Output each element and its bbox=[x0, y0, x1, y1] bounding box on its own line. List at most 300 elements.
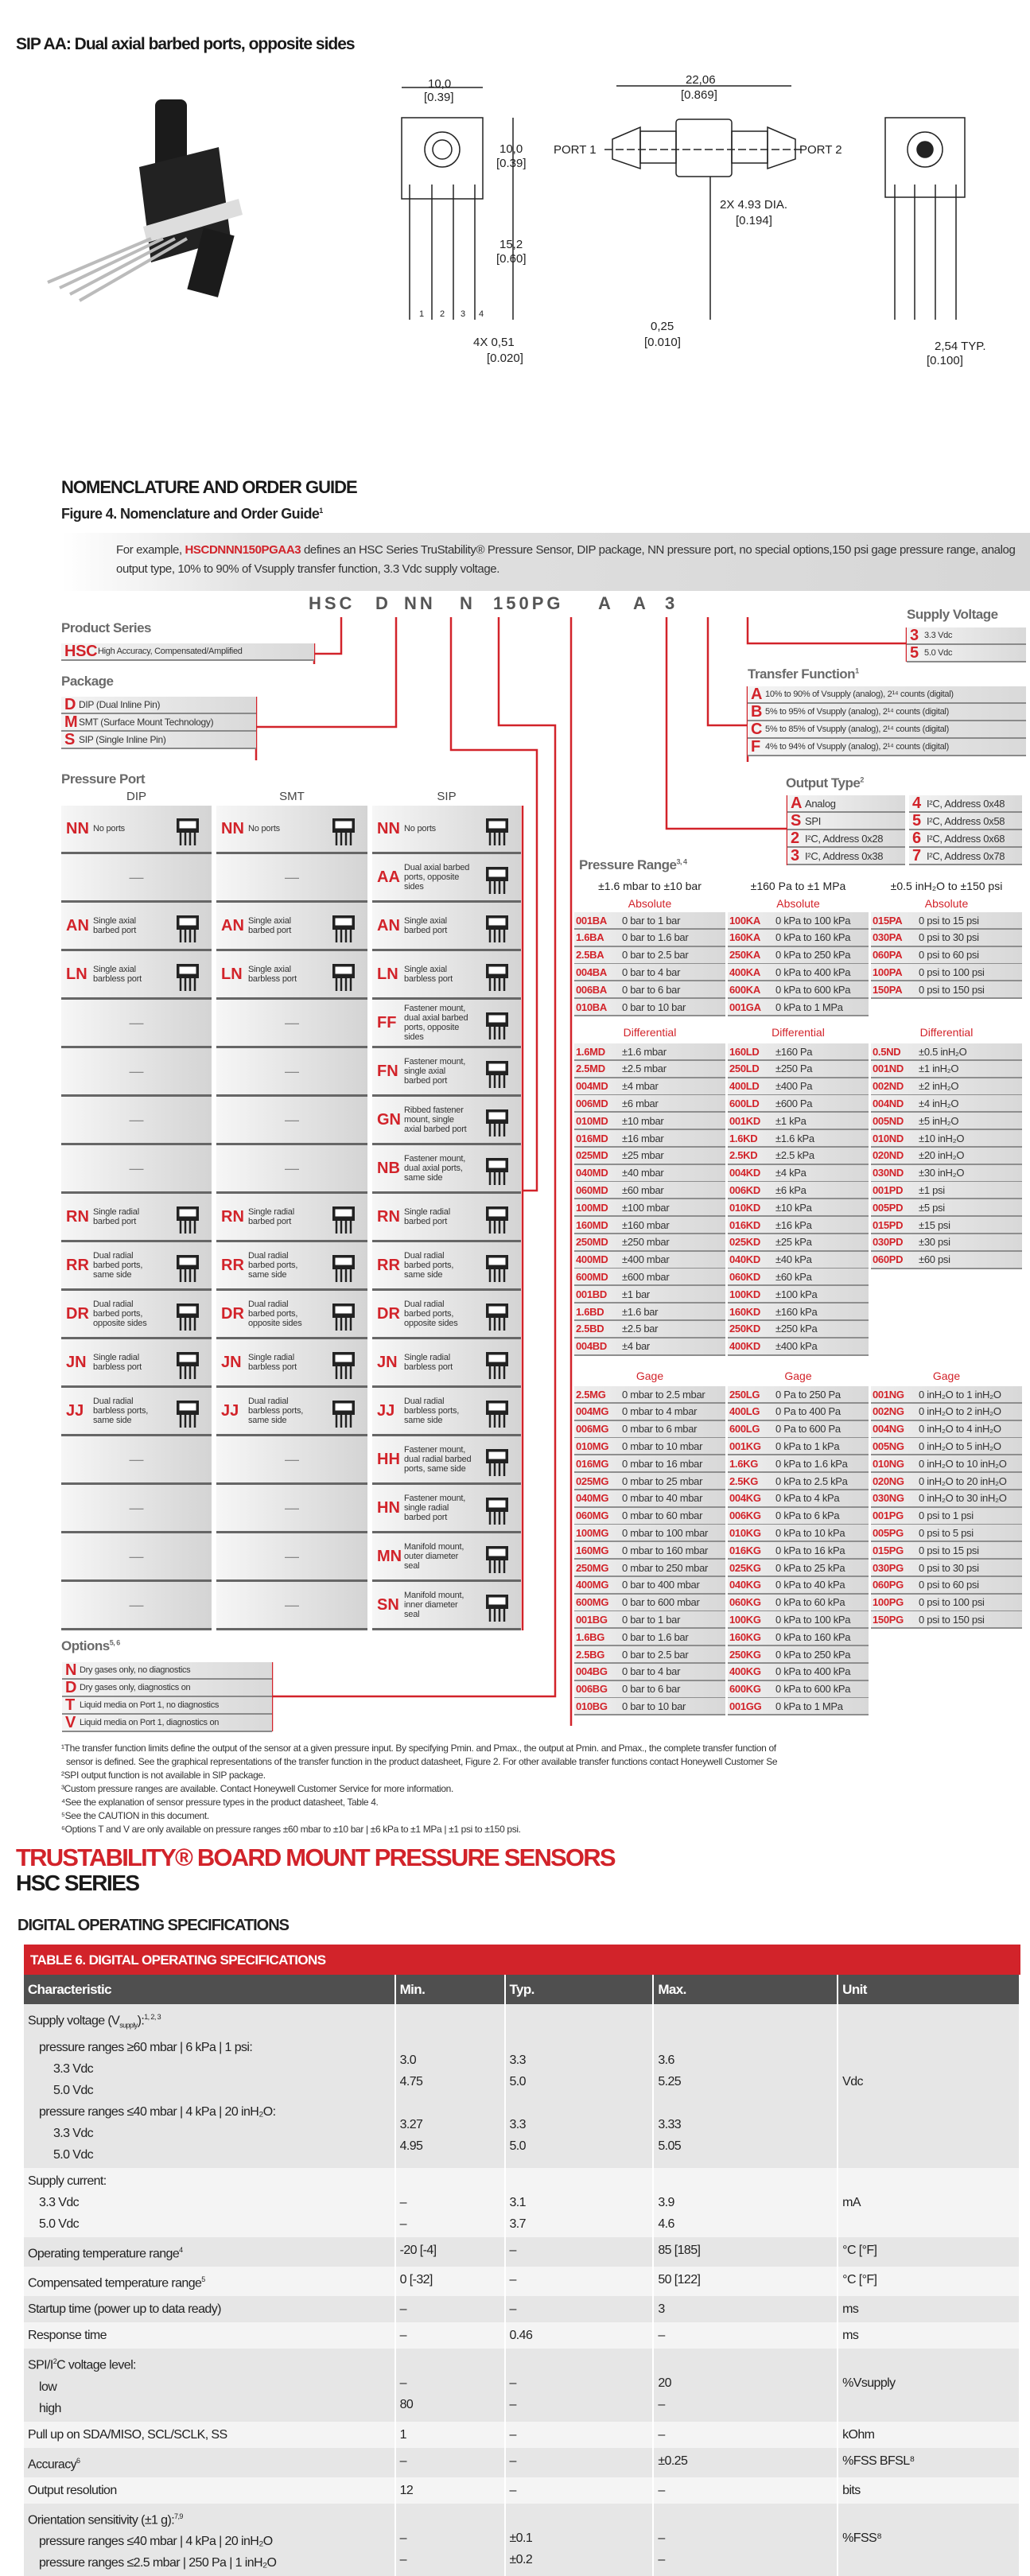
range-item: 004MD ±4 mbar bbox=[574, 1078, 725, 1096]
range-item: 025KD ±25 kPa bbox=[728, 1234, 869, 1252]
spec-unit: ms bbox=[842, 2329, 859, 2343]
sensor-package-icon bbox=[480, 1004, 515, 1043]
range-subtitle-psi: ±0.5 inH₂O to ±150 psi bbox=[890, 880, 1003, 892]
spec-max: 3 bbox=[658, 2302, 665, 2317]
port-unavailable: — bbox=[216, 854, 367, 903]
range-item: 030ND ±30 inH₂O bbox=[871, 1165, 1022, 1183]
range-item: 1.6BA 0 bar to 1.6 bar bbox=[574, 930, 725, 947]
port-unavailable: — bbox=[61, 1533, 212, 1582]
spec-max: – bbox=[658, 2552, 665, 2566]
characteristic: Accuracy$^6$ bbox=[28, 2456, 80, 2471]
range-item: 400LG 0 Pa to 400 Pa bbox=[728, 1404, 869, 1421]
range-item: 040KD ±40 kPa bbox=[728, 1252, 869, 1269]
spec-max: 5.25 bbox=[658, 2075, 682, 2088]
option-item: C 5% to 85% of Vsupply (analog), 2¹⁴ counts (digital) bbox=[748, 721, 1026, 739]
spec-max: – bbox=[658, 2427, 665, 2442]
sensor-package-icon bbox=[326, 1199, 361, 1237]
dim-port-dia: 2X 4.93 DIA. bbox=[720, 198, 788, 212]
sensor-package-icon bbox=[480, 1490, 515, 1528]
spec-row bbox=[24, 2477, 1020, 2504]
brand-title: TRUSTABILITY® BOARD MOUNT PRESSURE SENSORS bbox=[16, 1844, 615, 1871]
range-item: 010BA 0 bar to 10 bar bbox=[574, 999, 725, 1016]
spec-typ: 3.3 bbox=[509, 2118, 526, 2131]
range-item: 2.5BA 0 bar to 2.5 bar bbox=[574, 947, 725, 965]
pin-3-label: 3 bbox=[461, 309, 466, 319]
col-header: Unit bbox=[838, 1975, 1020, 2004]
range-item: 004BA 0 bar to 4 bar bbox=[574, 964, 725, 981]
range-item: 001KG 0 kPa to 1 kPa bbox=[728, 1438, 869, 1455]
dim-pin-width-in: [0.020] bbox=[487, 352, 523, 365]
spec-min: 1 bbox=[399, 2427, 406, 2442]
sensor-package-icon bbox=[326, 907, 361, 946]
range-item: 030PA 0 psi to 30 psi bbox=[871, 930, 1022, 947]
spec-typ: 3.7 bbox=[509, 2217, 526, 2231]
code-segment: D bbox=[375, 593, 391, 613]
option-item: N Dry gases only, no diagnostics bbox=[62, 1662, 272, 1680]
option-item: S SIP (Single Inline Pin) bbox=[61, 732, 256, 749]
spec-max: – bbox=[658, 2483, 665, 2497]
range-item: 005ND ±5 inH₂O bbox=[871, 1113, 1022, 1130]
range-item: 010ND ±10 inH₂O bbox=[871, 1130, 1022, 1148]
port-option-an-smt: AN Single axial barbed port bbox=[216, 903, 367, 951]
characteristic: Orientation sensitivity (±1 g):$^{7,9}$ bbox=[28, 2512, 183, 2527]
sensor-package-icon bbox=[170, 810, 205, 849]
footnotes bbox=[61, 1742, 1030, 1836]
pin-4-label: 4 bbox=[479, 309, 484, 319]
range-group-heading: Differential bbox=[772, 1026, 825, 1039]
port-unavailable: — bbox=[61, 1582, 212, 1630]
option-item: D DIP (Dual Inline Pin) bbox=[61, 697, 256, 714]
range-item: 1.6BD ±1.6 bar bbox=[574, 1304, 725, 1321]
package-label: Package bbox=[61, 674, 114, 689]
port-2-label: PORT 2 bbox=[799, 143, 842, 157]
spec-row bbox=[24, 2004, 1020, 2168]
range-item: 160KA 0 kPa to 160 kPa bbox=[728, 930, 869, 947]
figure-title: Figure 4. Nomenclature and Order Guide$^1$ bbox=[61, 506, 323, 522]
range-item: 006MD ±6 mbar bbox=[574, 1095, 725, 1113]
range-item: 010MD ±10 mbar bbox=[574, 1113, 725, 1130]
sensor-package-icon bbox=[480, 1393, 515, 1431]
sensor-package-icon bbox=[480, 1102, 515, 1140]
port-option-jj-smt: JJ Dual radial barbless ports, same side bbox=[216, 1388, 367, 1436]
spec-unit: %Vsupply bbox=[842, 2376, 896, 2391]
range-item: 150PG 0 psi to 150 psi bbox=[871, 1611, 1022, 1629]
range-item: 015PD ±15 psi bbox=[871, 1217, 1022, 1234]
port-unavailable: — bbox=[216, 1582, 367, 1630]
range-group-heading: Absolute bbox=[628, 897, 672, 910]
spec-min: -20 [-4] bbox=[399, 2243, 437, 2257]
range-group-heading: Absolute bbox=[924, 897, 969, 910]
spec-max: 4.6 bbox=[658, 2217, 674, 2231]
spec-typ: ±0.2 bbox=[509, 2552, 533, 2566]
footnote: ⁵See the CAUTION in this document. bbox=[61, 1810, 209, 1821]
port-option-dr-smt: DR Dual radial barbed ports, opposite sides bbox=[216, 1291, 367, 1339]
spec-min: – bbox=[399, 2552, 406, 2566]
range-item: 004NG 0 inH₂O to 4 inH₂O bbox=[871, 1421, 1022, 1439]
port-option-rn-smt: RN Single radial barbed port bbox=[216, 1194, 367, 1242]
range-item: 030PG 0 psi to 30 psi bbox=[871, 1560, 1022, 1577]
range-group-heading: Gage bbox=[784, 1370, 812, 1382]
spec-typ: – bbox=[509, 2427, 516, 2442]
range-item: 100PA 0 psi to 100 psi bbox=[871, 964, 1022, 981]
product-series-box bbox=[61, 643, 314, 661]
spec-max: – bbox=[658, 2398, 665, 2412]
sensor-package-icon bbox=[480, 1247, 515, 1285]
port-unavailable: — bbox=[216, 1485, 367, 1533]
example-box: For example, HSCDNNN150PGAA3 defines an HSC Series TruStability® Pressure Sensor, DIP package, NN pressure port, no special options,150 psi gage pressure range, analog output type, 10% to 90% of Vsupply transfer function, 3.3 Vdc supply voltage. bbox=[61, 533, 1030, 591]
characteristic: SPI/$I^2C$ voltage level: bbox=[28, 2357, 136, 2372]
range-item: 001GA 0 kPa to 1 MPa bbox=[728, 999, 869, 1016]
spec-typ: 3.1 bbox=[509, 2195, 526, 2209]
range-item: 060PD ±60 psi bbox=[871, 1252, 1022, 1269]
spec-min: – bbox=[399, 2376, 406, 2391]
range-item: 001BG 0 bar to 1 bar bbox=[574, 1611, 725, 1629]
characteristic: pressure ranges ≤40 mbar | 4 kPa | 20 inH₂O: bbox=[39, 2104, 276, 2119]
col-dip: DIP bbox=[126, 790, 146, 803]
sensor-package-icon bbox=[326, 1296, 361, 1334]
port-1-label: PORT 1 bbox=[554, 143, 597, 157]
dim-width: 10,0 bbox=[428, 77, 452, 91]
footnote: ³Custom pressure ranges are available. Contact Honeywell Customer Service for more information. bbox=[61, 1783, 453, 1794]
range-item: 020ND ±20 inH₂O bbox=[871, 1148, 1022, 1165]
product-series-label: Product Series bbox=[61, 620, 151, 635]
range-item: 002ND ±2 inH₂O bbox=[871, 1078, 1022, 1096]
spec-max: 3.9 bbox=[658, 2195, 674, 2209]
range-item: 004KD ±4 kPa bbox=[728, 1165, 869, 1183]
sensor-package-icon bbox=[480, 956, 515, 994]
pressure-range-label: Pressure Range$^{3, 4}$ bbox=[579, 857, 687, 872]
sensor-package-icon bbox=[480, 1344, 515, 1382]
range-item: 160MD ±160 mbar bbox=[574, 1217, 725, 1234]
port-unavailable: — bbox=[61, 1000, 212, 1048]
sensor-package-icon bbox=[170, 1247, 205, 1285]
sensor-package-icon bbox=[170, 1344, 205, 1382]
spec-unit: bits bbox=[842, 2483, 861, 2497]
range-item: 001BA 0 bar to 1 bar bbox=[574, 912, 725, 930]
col-header: Typ. bbox=[505, 1975, 654, 2004]
range-item: 1.6KG 0 kPa to 1.6 kPa bbox=[728, 1455, 869, 1473]
option-item: B 5% to 95% of Vsupply (analog), 2¹⁴ counts (digital) bbox=[748, 704, 1026, 721]
range-item: 160MG 0 mbar to 160 mbar bbox=[574, 1542, 725, 1560]
sensor-package-icon bbox=[480, 1538, 515, 1576]
characteristic: pressure ranges ≤2.5 mbar | 250 Pa | 1 inH₂O bbox=[39, 2556, 277, 2570]
range-item: 005NG 0 inH₂O to 5 inH₂O bbox=[871, 1438, 1022, 1455]
port-unavailable: — bbox=[216, 1145, 367, 1194]
spec-unit: °C [°F] bbox=[842, 2272, 877, 2287]
option-item: M SMT (Surface Mount Technology) bbox=[61, 714, 256, 732]
port-option-nn-dip: NN No ports bbox=[61, 806, 212, 854]
spec-max: 5.05 bbox=[658, 2139, 682, 2153]
dim-pitch-in: [0.100] bbox=[927, 354, 963, 367]
port-option-hh-sip: HH Fastener mount, dual radial barbed ports, same side bbox=[372, 1436, 521, 1485]
range-item: 025MG 0 mbar to 25 mbar bbox=[574, 1473, 725, 1490]
option-item: A Analog bbox=[787, 795, 905, 813]
spec-typ: – bbox=[509, 2243, 516, 2257]
range-item: 150PA 0 psi to 150 psi bbox=[871, 981, 1022, 999]
range-item: 010BG 0 bar to 10 bar bbox=[574, 1698, 725, 1715]
port-option-dr-sip: DR Dual radial barbed ports, opposite sides bbox=[372, 1291, 521, 1339]
option-item: 5 5.0 Vdc bbox=[907, 645, 1026, 662]
range-item: 001ND ±1 inH₂O bbox=[871, 1061, 1022, 1078]
port-option-an-dip: AN Single axial barbed port bbox=[61, 903, 212, 951]
spec-min: – bbox=[399, 2217, 406, 2231]
dim-length: 22,06 bbox=[686, 73, 716, 87]
range-item: 250MG 0 mbar to 250 mbar bbox=[574, 1560, 725, 1577]
sensor-package-icon bbox=[480, 810, 515, 849]
range-item: 100KA 0 kPa to 100 kPa bbox=[728, 912, 869, 930]
port-option-jj-dip: JJ Dual radial barbless ports, same side bbox=[61, 1388, 212, 1436]
range-item: 060MD ±60 mbar bbox=[574, 1182, 725, 1199]
range-item: 2.5MG 0 mbar to 2.5 mbar bbox=[574, 1386, 725, 1404]
option-item: V Liquid media on Port 1, diagnostics on bbox=[62, 1715, 272, 1732]
spec-max: 3.33 bbox=[658, 2118, 682, 2131]
port-option-rr-smt: RR Dual radial barbed ports, same side bbox=[216, 1242, 367, 1291]
range-item: 400KA 0 kPa to 400 kPa bbox=[728, 964, 869, 981]
characteristic: Startup time (power up to data ready) bbox=[28, 2302, 221, 2317]
characteristic: Output resolution bbox=[28, 2483, 117, 2497]
option-item: T Liquid media on Port 1, no diagnostics bbox=[62, 1697, 272, 1715]
port-option-gn-sip: GN Ribbed fastener mount, single axial barbed port bbox=[372, 1097, 521, 1145]
port-option-jn-dip: JN Single radial barbless port bbox=[61, 1339, 212, 1388]
range-item: 060PG 0 psi to 60 psi bbox=[871, 1577, 1022, 1595]
spec-typ: – bbox=[509, 2376, 516, 2391]
port-option-nb-sip: NB Fastener mount, dual axial ports, same side bbox=[372, 1145, 521, 1194]
range-item: 030NG 0 inH₂O to 30 inH₂O bbox=[871, 1490, 1022, 1508]
sensor-package-icon bbox=[480, 1199, 515, 1237]
spec-row bbox=[24, 2296, 1020, 2322]
spec-typ: 0.46 bbox=[509, 2329, 533, 2343]
output-type-label: Output Type$^2$ bbox=[786, 775, 864, 791]
sensor-package-icon bbox=[480, 1296, 515, 1334]
spec-min: – bbox=[399, 2329, 406, 2343]
footnote: ¹The transfer function limits define the output of the sensor at a given pressure input. By specifying Pmin. and Pmax., the output at Pmin. and Pmax., the complete transfer function of bbox=[61, 1743, 776, 1754]
spec-max: ±0.25 bbox=[658, 2454, 688, 2468]
spec-row bbox=[24, 2168, 1020, 2237]
spec-min: – bbox=[399, 2531, 406, 2545]
range-item: 040MG 0 mbar to 40 mbar bbox=[574, 1490, 725, 1508]
port-option-ln-sip: LN Single axial barbless port bbox=[372, 951, 521, 1000]
range-item: 160LD ±160 Pa bbox=[728, 1043, 869, 1061]
spec-typ: ±0.1 bbox=[509, 2531, 533, 2545]
range-item: 1.6BG 0 bar to 1.6 bar bbox=[574, 1629, 725, 1646]
range-item: 020NG 0 inH₂O to 20 inH₂O bbox=[871, 1473, 1022, 1490]
range-item: 004MG 0 mbar to 4 mbar bbox=[574, 1404, 725, 1421]
range-item: 2.5BD ±2.5 bar bbox=[574, 1321, 725, 1339]
range-item: 015PA 0 psi to 15 psi bbox=[871, 912, 1022, 930]
dim-pin-length-in: [0.60] bbox=[496, 252, 527, 266]
range-item: 010KG 0 kPa to 10 kPa bbox=[728, 1525, 869, 1542]
spec-typ: – bbox=[509, 2483, 516, 2497]
characteristic: 3.3 Vdc bbox=[53, 2126, 94, 2140]
spec-unit: mA bbox=[842, 2195, 861, 2209]
spec-typ: – bbox=[509, 2302, 516, 2317]
range-item: 001NG 0 inH₂O to 1 inH₂O bbox=[871, 1386, 1022, 1404]
spec-max: 20 bbox=[658, 2376, 671, 2391]
spec-unit: Vdc bbox=[842, 2075, 863, 2088]
series-title: HSC SERIES bbox=[16, 1871, 139, 1895]
spec-min: 3.27 bbox=[399, 2118, 423, 2131]
sensor-package-icon bbox=[170, 956, 205, 994]
port-option-rn-dip: RN Single radial barbed port bbox=[61, 1194, 212, 1242]
sensor-package-icon bbox=[326, 1247, 361, 1285]
range-item: 004BG 0 bar to 4 bar bbox=[574, 1664, 725, 1681]
port-option-ln-smt: LN Single axial barbless port bbox=[216, 951, 367, 1000]
range-item: 600MG 0 bar to 600 mbar bbox=[574, 1595, 725, 1612]
range-item: 160KG 0 kPa to 160 kPa bbox=[728, 1629, 869, 1646]
sensor-package-icon bbox=[480, 1587, 515, 1625]
dim-lead: 0,25 bbox=[651, 320, 674, 333]
port-unavailable: — bbox=[216, 1533, 367, 1582]
range-item: 250KD ±250 kPa bbox=[728, 1321, 869, 1339]
port-option-ln-dip: LN Single axial barbless port bbox=[61, 951, 212, 1000]
option-item: 3 3.3 Vdc bbox=[907, 627, 1026, 645]
sensor-package-icon bbox=[480, 907, 515, 946]
section-title: DIGITAL OPERATING SPECIFICATIONS bbox=[17, 1917, 289, 1934]
spec-typ: – bbox=[509, 2454, 516, 2468]
range-item: 040MD ±40 mbar bbox=[574, 1165, 725, 1183]
spec-min: – bbox=[399, 2195, 406, 2209]
spec-min: 4.75 bbox=[399, 2075, 423, 2088]
spec-min: – bbox=[399, 2454, 406, 2468]
port-option-jj-sip: JJ Dual radial barbless ports, same side bbox=[372, 1388, 521, 1436]
port-option-hn-sip: HN Fastener mount, single radial barbed port bbox=[372, 1485, 521, 1533]
sensor-package-icon bbox=[326, 1393, 361, 1431]
spec-row bbox=[24, 2267, 1020, 2296]
port-option-mn-sip: MN Manifold mount, outer diameter seal bbox=[372, 1533, 521, 1582]
transfer-function-label: Transfer Function$^1$ bbox=[748, 666, 859, 682]
spec-max: – bbox=[658, 2329, 665, 2343]
range-item: 006MG 0 mbar to 6 mbar bbox=[574, 1421, 725, 1439]
range-item: 0.5ND ±0.5 inH₂O bbox=[871, 1043, 1022, 1061]
range-item: 005PG 0 psi to 5 psi bbox=[871, 1525, 1022, 1542]
range-item: 250LG 0 Pa to 250 Pa bbox=[728, 1386, 869, 1404]
port-option-jn-sip: JN Single radial barbless port bbox=[372, 1339, 521, 1388]
drawing-title: SIP AA: Dual axial barbed ports, opposite sides bbox=[16, 35, 355, 53]
port-unavailable: — bbox=[61, 1485, 212, 1533]
characteristic: pressure ranges ≥60 mbar | 6 kPa | 1 psi: bbox=[39, 2040, 253, 2054]
spec-table bbox=[24, 1975, 1020, 2576]
sensor-package-icon bbox=[170, 1393, 205, 1431]
range-item: 100PG 0 psi to 100 psi bbox=[871, 1595, 1022, 1612]
range-group-heading: Differential bbox=[919, 1026, 974, 1039]
port-unavailable: — bbox=[61, 1436, 212, 1485]
range-item: 006KG 0 kPa to 6 kPa bbox=[728, 1508, 869, 1525]
code-segment: HSC bbox=[309, 593, 356, 613]
supply-voltage-label: Supply Voltage bbox=[907, 607, 998, 622]
spec-typ: – bbox=[509, 2398, 516, 2412]
dim-pitch: 2,54 TYP. bbox=[935, 340, 986, 353]
spec-unit: kOhm bbox=[842, 2427, 875, 2442]
range-item: 001KD ±1 kPa bbox=[728, 1113, 869, 1130]
port-option-jn-smt: JN Single radial barbless port bbox=[216, 1339, 367, 1388]
range-item: 016MD ±16 mbar bbox=[574, 1130, 725, 1148]
characteristic: Supply current: bbox=[28, 2174, 107, 2188]
characteristic: 5.0 Vdc bbox=[53, 2147, 94, 2162]
spec-typ: 3.3 bbox=[509, 2053, 526, 2067]
range-item: 600KA 0 kPa to 600 kPa bbox=[728, 981, 869, 999]
range-item: 006BA 0 bar to 6 bar bbox=[574, 981, 725, 999]
port-unavailable: — bbox=[61, 1145, 212, 1194]
nomenclature-heading: NOMENCLATURE AND ORDER GUIDE bbox=[61, 477, 357, 497]
sensor-package-icon bbox=[480, 859, 515, 897]
range-item: 600KG 0 kPa to 600 kPa bbox=[728, 1681, 869, 1699]
option-item: 7 I²C, Address 0x78 bbox=[909, 848, 1022, 865]
range-item: 2.5KG 0 kPa to 2.5 kPa bbox=[728, 1473, 869, 1490]
spec-unit: ms bbox=[842, 2302, 859, 2317]
supply-voltage-box bbox=[907, 627, 1026, 662]
range-subtitle-pa: ±160 Pa to ±1 MPa bbox=[750, 880, 846, 892]
spec-row bbox=[24, 2237, 1020, 2267]
spec-max: 3.6 bbox=[658, 2053, 674, 2067]
spec-row bbox=[24, 2349, 1020, 2421]
range-item: 040KG 0 kPa to 40 kPa bbox=[728, 1577, 869, 1595]
characteristic: Response time bbox=[28, 2329, 107, 2343]
port-unavailable: — bbox=[216, 1048, 367, 1097]
table-title: TABLE 6. DIGITAL OPERATING SPECIFICATIONS bbox=[24, 1945, 1020, 1975]
code-segment: NN bbox=[404, 593, 436, 613]
footnote: ²SPI output function is not available in SIP package. bbox=[61, 1770, 266, 1781]
range-item: 004ND ±4 inH₂O bbox=[871, 1095, 1022, 1113]
spec-min: – bbox=[399, 2302, 406, 2317]
option-item: S SPI bbox=[787, 813, 905, 830]
dim-width-in: [0.39] bbox=[424, 91, 454, 104]
port-option-sn-sip: SN Manifold mount, inner diameter seal bbox=[372, 1582, 521, 1630]
code-segment: 3 bbox=[665, 593, 678, 613]
footnote: ⁴See the explanation of sensor pressure types in the product datasheet, Table 4. bbox=[61, 1797, 379, 1808]
sensor-package-icon bbox=[170, 1199, 205, 1237]
dim-port-dia-in: [0.194] bbox=[736, 214, 772, 227]
spec-max: 85 [185] bbox=[658, 2243, 701, 2257]
range-item: 004BD ±4 bar bbox=[574, 1339, 725, 1356]
range-item: 010MG 0 mbar to 10 mbar bbox=[574, 1438, 725, 1455]
port-unavailable: — bbox=[61, 1048, 212, 1097]
range-item: 100KD ±100 kPa bbox=[728, 1286, 869, 1304]
sensor-package-icon bbox=[480, 1441, 515, 1479]
output-type-box-left bbox=[787, 795, 905, 865]
spec-row bbox=[24, 2322, 1020, 2349]
range-item: 001PD ±1 psi bbox=[871, 1182, 1022, 1199]
range-group-heading: Differential bbox=[623, 1026, 677, 1039]
port-option-fn-sip: FN Fastener mount, single axial barbed port bbox=[372, 1048, 521, 1097]
port-option-ff-sip: FF Fastener mount, dual axial barbed ports, opposite sides bbox=[372, 1000, 521, 1048]
range-item: 004KG 0 kPa to 4 kPa bbox=[728, 1490, 869, 1508]
spec-max: – bbox=[658, 2531, 665, 2545]
code-segment: A bbox=[598, 593, 614, 613]
spec-typ: – bbox=[509, 2272, 516, 2287]
range-item: 160KD ±160 kPa bbox=[728, 1304, 869, 1321]
range-item: 006KD ±6 kPa bbox=[728, 1182, 869, 1199]
port-unavailable: — bbox=[61, 854, 212, 903]
spec-row bbox=[24, 2448, 1020, 2477]
range-item: 400LD ±400 Pa bbox=[728, 1078, 869, 1096]
spec-row bbox=[24, 2422, 1020, 2448]
col-smt: SMT bbox=[279, 790, 305, 803]
sensor-package-icon bbox=[480, 1150, 515, 1188]
range-item: 060MG 0 mbar to 60 mbar bbox=[574, 1508, 725, 1525]
spec-unit: %FSS⁸ bbox=[842, 2531, 882, 2545]
range-item: 100MD ±100 mbar bbox=[574, 1199, 725, 1217]
characteristic: Pull up on SDA/MISO, SCL/SCLK, SS bbox=[28, 2427, 227, 2442]
range-item: 2.5KD ±2.5 kPa bbox=[728, 1148, 869, 1165]
dim-body-height: 10,0 bbox=[499, 142, 523, 156]
range-item: 001PG 0 psi to 1 psi bbox=[871, 1508, 1022, 1525]
spec-row bbox=[24, 2504, 1020, 2576]
range-item: 1.6MD ±1.6 mbar bbox=[574, 1043, 725, 1061]
port-unavailable: — bbox=[216, 1436, 367, 1485]
range-item: 2.5BG 0 bar to 2.5 bar bbox=[574, 1646, 725, 1664]
characteristic: 5.0 Vdc bbox=[39, 2217, 80, 2231]
col-sip: SIP bbox=[437, 790, 457, 803]
